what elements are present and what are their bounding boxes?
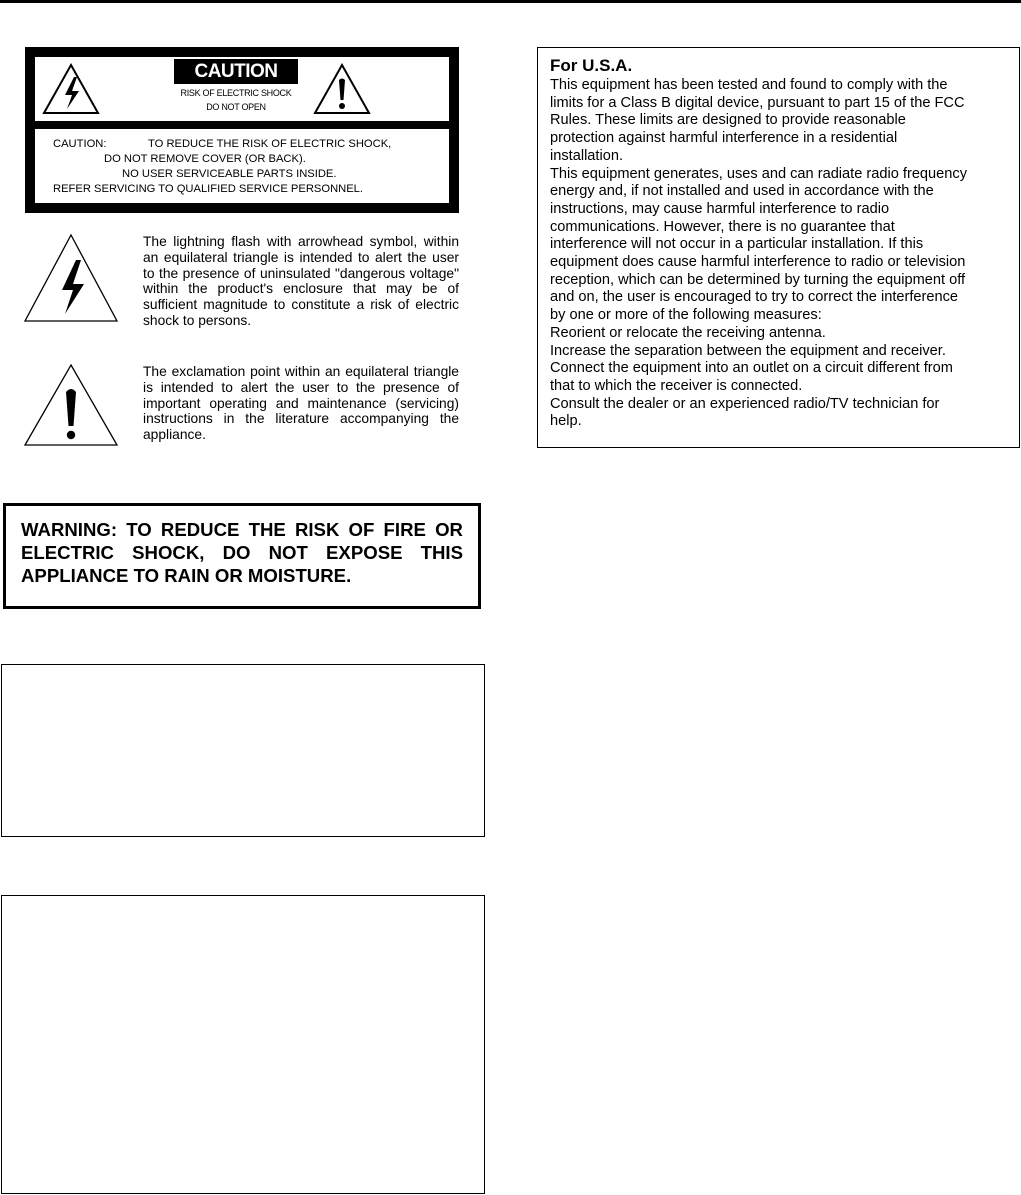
- top-rule: [0, 0, 1021, 3]
- caution-line2: DO NOT REMOVE COVER (OR BACK).: [104, 153, 306, 165]
- fcc-line: reception, which can be determined by turning the equipment off: [550, 271, 966, 288]
- empty-notice-box-2: [1, 895, 485, 1194]
- caution-title: CAUTION: [174, 59, 298, 84]
- lightning-triangle-icon: [41, 62, 101, 116]
- fcc-notice-box: [537, 47, 1020, 448]
- caution-line1: TO REDUCE THE RISK OF ELECTRIC SHOCK,: [148, 138, 392, 150]
- exclamation-symbol-description: The exclamation point within an equilateral triangle is intended to alert the user to the presence of important operating and maintenance (servicing) instructions in the literature accompanying the appliance.: [143, 364, 459, 443]
- caution-prefix: CAUTION:: [53, 138, 107, 150]
- fcc-line: Consult the dealer or an experienced radio/TV technician for: [550, 395, 940, 412]
- fcc-line: protection against harmful interference in a residential: [550, 130, 898, 147]
- warning-text: WARNING: TO REDUCE THE RISK OF FIRE OR ELECTRIC SHOCK, DO NOT EXPOSE THIS APPLIANCE TO RAIN OR MOISTURE.: [21, 519, 463, 586]
- lightning-symbol-icon: [22, 232, 120, 324]
- caution-line4: REFER SERVICING TO QUALIFIED SERVICE PERSONNEL.: [53, 183, 364, 195]
- caution-subtitle: [174, 86, 298, 114]
- fcc-line: equipment does cause harmful interference to radio or television: [550, 254, 966, 271]
- empty-notice-box-1: [1, 664, 485, 837]
- fcc-line: and on, the user is encouraged to try to correct the interference: [550, 289, 959, 306]
- fcc-line: that to which the receiver is connected.: [550, 377, 803, 394]
- caution-label-top: [35, 57, 449, 121]
- fcc-line: Connect the equipment into an outlet on a circuit different from: [550, 360, 953, 377]
- fcc-body: [550, 77, 1018, 431]
- fcc-line: instructions, may cause harmful interference to radio: [550, 200, 890, 217]
- fcc-title: For U.S.A.: [550, 56, 633, 75]
- fcc-line: energy and, if not installed and used in accordance with the: [550, 183, 934, 200]
- caution-label-bottom: [35, 129, 449, 203]
- exclamation-triangle-icon: [312, 62, 372, 116]
- caution-line3: NO USER SERVICEABLE PARTS INSIDE.: [122, 168, 337, 180]
- caution-subtitle-line1: RISK OF ELECTRIC SHOCK: [180, 88, 292, 98]
- fcc-line: help.: [550, 413, 582, 430]
- fcc-line: communications. However, there is no guarantee that: [550, 218, 895, 235]
- fcc-line: This equipment has been tested and found to comply with the: [550, 77, 948, 93]
- exclamation-symbol-icon: [22, 362, 120, 448]
- caution-label: [25, 47, 459, 213]
- fcc-line: Increase the separation between the equipment and receiver.: [550, 342, 946, 359]
- fcc-line: Rules. These limits are designed to provide reasonable: [550, 112, 906, 129]
- fcc-line: limits for a Class B digital device, pursuant to part 15 of the FCC: [550, 94, 965, 111]
- warning-box: [3, 503, 481, 609]
- fcc-line: installation.: [550, 147, 624, 164]
- fcc-line: Reorient or relocate the receiving antenna.: [550, 324, 826, 341]
- caution-subtitle-line2: DO NOT OPEN: [206, 102, 266, 112]
- fcc-line: This equipment generates, uses and can radiate radio frequency: [550, 165, 967, 182]
- fcc-line: interference will not occur in a particular installation. If this: [550, 236, 924, 253]
- lightning-symbol-description: The lightning flash with arrowhead symbol, within an equilateral triangle is intended to alert the user to the presence of uninsulated "dangerous voltage" within the product's enclosure that may be of sufficient magnitude to constitute a risk of electric shock to persons.: [143, 234, 459, 328]
- caution-plate: [174, 59, 298, 119]
- fcc-line: by one or more of the following measures:: [550, 307, 822, 324]
